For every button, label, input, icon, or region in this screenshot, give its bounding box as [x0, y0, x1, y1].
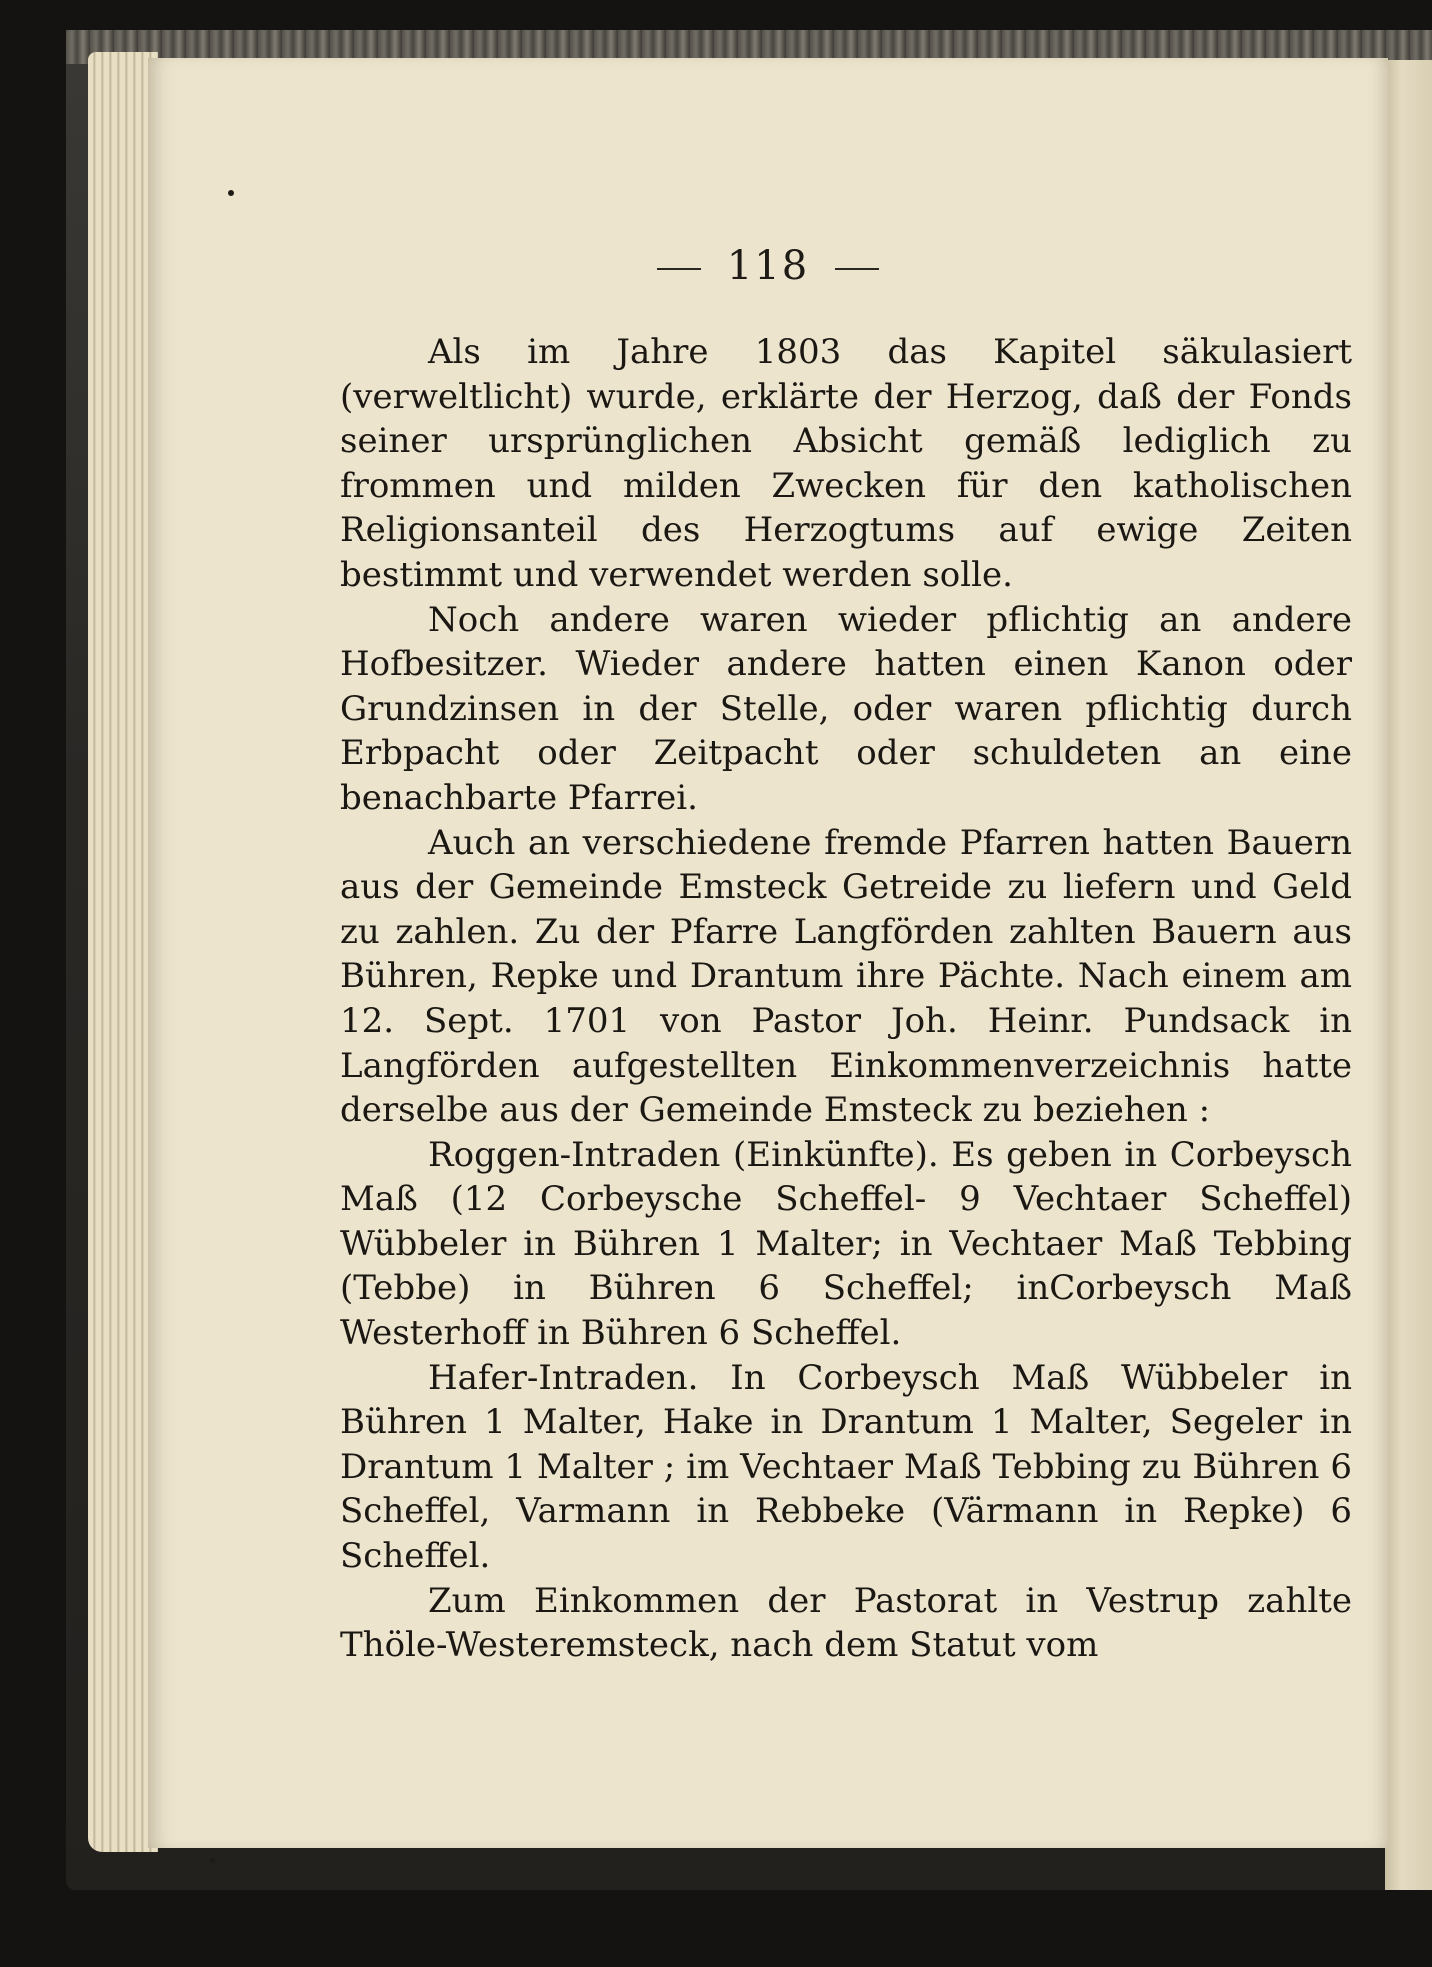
page-number: 118: [726, 243, 810, 289]
paragraph: Auch an verschiedene fremde Pfarren hatten Bauern aus der Gemeinde Emsteck Getreide zu liefern und Geld zu zahlen. Zu der Pfarre Langförden zahlten Bauern aus Bühren, Repke und Drantum ihre Pächte. Nach einem am 12. Sept. 1701 von Pastor Joh. Heinr. Pundsack in Langförden aufgestellten Einkommenverzeichnis hatte derselbe aus der Gemeinde Emsteck zu beziehen :: [340, 822, 1352, 1131]
paragraph: Roggen-Intraden (Einkünfte). Es geben in Corbeysch Maß (12 Corbeysche Scheffel- 9 Vechtaer Scheffel) Wübbeler in Bühren 1 Malter; in Vechtaer Maß Tebbing (Tebbe) in Bühren 6 Scheffel; inCorbeysch Maß Westerhoff in Bühren 6 Scheffel.: [340, 1134, 1352, 1354]
ink-speck: [210, 1858, 215, 1863]
paragraph: Als im Jahre 1803 das Kapitel säkulasiert (verweltlicht) wurde, erklärte der Herzog, daß der Fonds seiner ursprünglichen Absicht gemäß lediglich zu frommen und milden Zwecken für den katholischen Religionsanteil des Herzogtums auf ewige Zeiten bestimmt und verwendet werden solle.: [340, 332, 1352, 595]
ink-speck: [228, 190, 234, 196]
header-dash-right: [835, 268, 879, 270]
paragraph: Hafer-Intraden. In Corbeysch Maß Wübbeler in Bühren 1 Malter, Hake in Drantum 1 Malter, Segeler in Drantum 1 Malter ; im Vechtaer Maß Tebbing zu Bühren 6 Scheffel, Varmann in Rebbeke (Värmann in Repke) 6 Scheffel.: [340, 1357, 1352, 1577]
facing-page-edge: [1385, 60, 1432, 1890]
paragraph: Zum Einkommen der Pastorat in Vestrup zahlte Thöle-Westeremsteck, nach dem Statut vom: [340, 1580, 1352, 1666]
header-dash-left: [657, 268, 701, 270]
book-page: [148, 58, 1388, 1848]
page-header: [148, 243, 1388, 289]
body-text: [340, 330, 1352, 1668]
paragraph: Noch andere waren wieder pflichtig an andere Hofbesitzer. Wieder andere hatten einen Kanon oder Grundzinsen in der Stelle, oder waren pflichtig durch Erbpacht oder Zeitpacht oder schuldeten an eine benachbarte Pfarrei.: [340, 599, 1352, 818]
